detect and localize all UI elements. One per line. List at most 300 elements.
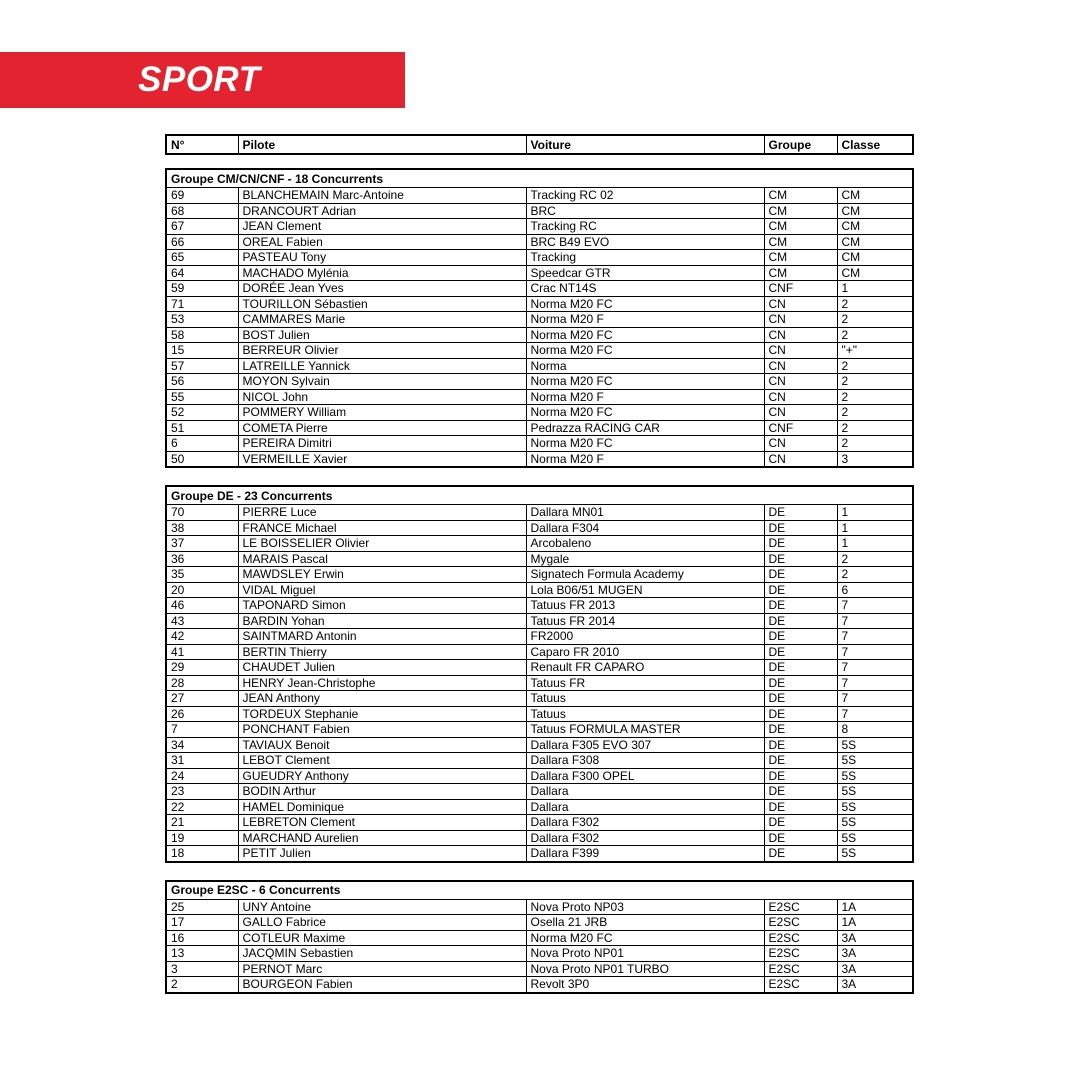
cell-classe: CM — [837, 234, 913, 250]
cell-number: 42 — [166, 629, 238, 645]
cell-groupe: DE — [764, 598, 837, 614]
cell-classe: 2 — [837, 436, 913, 452]
cell-voiture: BRC — [526, 203, 764, 219]
cell-classe: 5S — [837, 815, 913, 831]
table-row — [166, 436, 913, 452]
cell-pilote: LE BOISSELIER Olivier — [238, 536, 526, 552]
cell-groupe: CN — [764, 296, 837, 312]
cell-number: 51 — [166, 420, 238, 436]
cell-classe: 7 — [837, 675, 913, 691]
table-row — [166, 203, 913, 219]
cell-pilote: PETIT Julien — [238, 846, 526, 862]
cell-pilote: MOYON Sylvain — [238, 374, 526, 390]
table-row — [166, 629, 913, 645]
table-row — [166, 644, 913, 660]
cell-number: 36 — [166, 551, 238, 567]
cell-groupe: E2SC — [764, 977, 837, 993]
cell-voiture: Osella 21 JRB — [526, 915, 764, 931]
cell-classe: 8 — [837, 722, 913, 738]
column-header: Voiture — [526, 135, 764, 154]
cell-groupe: DE — [764, 784, 837, 800]
cell-classe: CM — [837, 265, 913, 281]
cell-voiture: Crac NT14S — [526, 281, 764, 297]
cell-classe: 3A — [837, 930, 913, 946]
cell-pilote: VERMEILLE Xavier — [238, 451, 526, 467]
cell-classe: 1 — [837, 281, 913, 297]
cell-number: 69 — [166, 188, 238, 204]
cell-groupe: CN — [764, 374, 837, 390]
cell-voiture: Norma M20 FC — [526, 930, 764, 946]
entry-list — [165, 134, 912, 994]
cell-groupe: DE — [764, 582, 837, 598]
table-row — [166, 691, 913, 707]
cell-classe: 5S — [837, 846, 913, 862]
cell-classe: 3A — [837, 946, 913, 962]
cell-pilote: JEAN Clement — [238, 219, 526, 235]
cell-voiture: Dallara F302 — [526, 815, 764, 831]
group-title: Groupe DE - 23 Concurrents — [166, 486, 913, 505]
cell-classe: 7 — [837, 629, 913, 645]
table-row — [166, 722, 913, 738]
cell-number: 25 — [166, 899, 238, 915]
cell-voiture: Renault FR CAPARO — [526, 660, 764, 676]
cell-classe: 2 — [837, 551, 913, 567]
cell-groupe: DE — [764, 830, 837, 846]
cell-number: 22 — [166, 799, 238, 815]
cell-number: 17 — [166, 915, 238, 931]
cell-number: 34 — [166, 737, 238, 753]
cell-voiture: Norma M20 FC — [526, 436, 764, 452]
cell-number: 43 — [166, 613, 238, 629]
cell-voiture: Mygale — [526, 551, 764, 567]
cell-voiture: Tracking — [526, 250, 764, 266]
cell-pilote: MARAIS Pascal — [238, 551, 526, 567]
cell-groupe: E2SC — [764, 915, 837, 931]
table-row — [166, 961, 913, 977]
cell-pilote: BODIN Arthur — [238, 784, 526, 800]
cell-groupe: E2SC — [764, 930, 837, 946]
cell-voiture: Revolt 3P0 — [526, 977, 764, 993]
cell-groupe: DE — [764, 551, 837, 567]
table-row — [166, 830, 913, 846]
cell-classe: 2 — [837, 358, 913, 374]
cell-pilote: PERNOT Marc — [238, 961, 526, 977]
cell-pilote: TAVIAUX Benoit — [238, 737, 526, 753]
cell-voiture: Norma M20 FC — [526, 343, 764, 359]
group-table — [165, 485, 914, 863]
table-row — [166, 899, 913, 915]
cell-classe: 5S — [837, 753, 913, 769]
cell-pilote: TOURILLON Sébastien — [238, 296, 526, 312]
cell-pilote: GALLO Fabrice — [238, 915, 526, 931]
cell-number: 28 — [166, 675, 238, 691]
cell-number: 41 — [166, 644, 238, 660]
table-row — [166, 250, 913, 266]
table-row — [166, 312, 913, 328]
cell-voiture: Norma — [526, 358, 764, 374]
cell-groupe: E2SC — [764, 946, 837, 962]
cell-number: 19 — [166, 830, 238, 846]
cell-classe: 1 — [837, 536, 913, 552]
cell-voiture: Tatuus FORMULA MASTER — [526, 722, 764, 738]
table-row — [166, 799, 913, 815]
cell-voiture: Dallara F399 — [526, 846, 764, 862]
cell-pilote: PIERRE Luce — [238, 505, 526, 521]
group-title-row — [166, 881, 913, 900]
cell-groupe: DE — [764, 737, 837, 753]
cell-voiture: Norma M20 F — [526, 451, 764, 467]
cell-number: 24 — [166, 768, 238, 784]
cell-groupe: DE — [764, 567, 837, 583]
cell-groupe: CN — [764, 358, 837, 374]
cell-voiture: Norma M20 F — [526, 312, 764, 328]
cell-number: 2 — [166, 977, 238, 993]
cell-classe: 5S — [837, 737, 913, 753]
cell-number: 67 — [166, 219, 238, 235]
cell-voiture: Dallara F304 — [526, 520, 764, 536]
cell-number: 3 — [166, 961, 238, 977]
cell-pilote: SAINTMARD Antonin — [238, 629, 526, 645]
cell-number: 31 — [166, 753, 238, 769]
cell-voiture: BRC B49 EVO — [526, 234, 764, 250]
cell-classe: 3A — [837, 961, 913, 977]
cell-pilote: TORDEUX Stephanie — [238, 706, 526, 722]
cell-voiture: Arcobaleno — [526, 536, 764, 552]
cell-pilote: HENRY Jean-Christophe — [238, 675, 526, 691]
table-row — [166, 420, 913, 436]
cell-groupe: E2SC — [764, 899, 837, 915]
table-row — [166, 737, 913, 753]
cell-number: 66 — [166, 234, 238, 250]
cell-pilote: NICOL John — [238, 389, 526, 405]
cell-groupe: DE — [764, 722, 837, 738]
sport-banner — [0, 52, 405, 108]
table-row — [166, 358, 913, 374]
cell-voiture: Norma M20 FC — [526, 374, 764, 390]
cell-number: 59 — [166, 281, 238, 297]
cell-number: 35 — [166, 567, 238, 583]
cell-number: 13 — [166, 946, 238, 962]
cell-groupe: DE — [764, 675, 837, 691]
table-row — [166, 327, 913, 343]
cell-classe: 7 — [837, 613, 913, 629]
column-header-row — [166, 135, 913, 154]
cell-groupe: CN — [764, 312, 837, 328]
cell-classe: 3 — [837, 451, 913, 467]
cell-voiture: Norma M20 F — [526, 389, 764, 405]
cell-pilote: COMETA Pierre — [238, 420, 526, 436]
cell-number: 71 — [166, 296, 238, 312]
cell-pilote: POMMERY William — [238, 405, 526, 421]
column-header: Groupe — [764, 135, 837, 154]
group-title-row — [166, 169, 913, 188]
cell-voiture: Pedrazza RACING CAR — [526, 420, 764, 436]
column-header: N° — [166, 135, 238, 154]
cell-pilote: VIDAL Miguel — [238, 582, 526, 598]
cell-classe: 7 — [837, 691, 913, 707]
group-table — [165, 168, 914, 468]
cell-voiture: Nova Proto NP01 TURBO — [526, 961, 764, 977]
table-row — [166, 706, 913, 722]
cell-pilote: LEBOT Clement — [238, 753, 526, 769]
cell-classe: 5S — [837, 799, 913, 815]
table-row — [166, 784, 913, 800]
cell-classe: 2 — [837, 405, 913, 421]
table-row — [166, 753, 913, 769]
table-row — [166, 265, 913, 281]
cell-classe: 7 — [837, 644, 913, 660]
cell-voiture: Tracking RC 02 — [526, 188, 764, 204]
cell-voiture: Tatuus FR — [526, 675, 764, 691]
table-row — [166, 188, 913, 204]
cell-classe: CM — [837, 219, 913, 235]
cell-number: 27 — [166, 691, 238, 707]
cell-pilote: OREAL Fabien — [238, 234, 526, 250]
cell-voiture: Dallara F308 — [526, 753, 764, 769]
cell-groupe: DE — [764, 706, 837, 722]
cell-number: 16 — [166, 930, 238, 946]
cell-classe: 1 — [837, 520, 913, 536]
cell-classe: 2 — [837, 389, 913, 405]
cell-pilote: UNY Antoine — [238, 899, 526, 915]
cell-pilote: CAMMARES Marie — [238, 312, 526, 328]
cell-groupe: CM — [764, 203, 837, 219]
cell-classe: CM — [837, 188, 913, 204]
cell-pilote: BOST Julien — [238, 327, 526, 343]
cell-groupe: CN — [764, 405, 837, 421]
cell-voiture: Norma M20 FC — [526, 405, 764, 421]
cell-voiture: Norma M20 FC — [526, 327, 764, 343]
cell-groupe: DE — [764, 520, 837, 536]
cell-voiture: Nova Proto NP01 — [526, 946, 764, 962]
table-row — [166, 915, 913, 931]
sport-banner-label: SPORT — [138, 60, 261, 99]
cell-pilote: MACHADO Mylénia — [238, 265, 526, 281]
cell-number: 20 — [166, 582, 238, 598]
cell-groupe: DE — [764, 505, 837, 521]
groups-container — [165, 168, 912, 994]
cell-groupe: DE — [764, 815, 837, 831]
cell-pilote: LEBRETON Clement — [238, 815, 526, 831]
table-row — [166, 768, 913, 784]
cell-classe: "+" — [837, 343, 913, 359]
cell-voiture: Dallara — [526, 799, 764, 815]
cell-pilote: PASTEAU Tony — [238, 250, 526, 266]
cell-classe: 2 — [837, 296, 913, 312]
cell-groupe: CM — [764, 188, 837, 204]
cell-number: 29 — [166, 660, 238, 676]
table-row — [166, 977, 913, 993]
group-title-row — [166, 486, 913, 505]
cell-groupe: DE — [764, 768, 837, 784]
table-row — [166, 281, 913, 297]
cell-pilote: GUEUDRY Anthony — [238, 768, 526, 784]
table-row — [166, 675, 913, 691]
cell-groupe: DE — [764, 691, 837, 707]
cell-number: 38 — [166, 520, 238, 536]
cell-groupe: CM — [764, 265, 837, 281]
cell-voiture: Caparo FR 2010 — [526, 644, 764, 660]
table-row — [166, 551, 913, 567]
table-row — [166, 234, 913, 250]
cell-groupe: CN — [764, 343, 837, 359]
cell-pilote: CHAUDET Julien — [238, 660, 526, 676]
cell-groupe: CN — [764, 451, 837, 467]
cell-number: 26 — [166, 706, 238, 722]
table-row — [166, 946, 913, 962]
cell-number: 58 — [166, 327, 238, 343]
cell-pilote: JEAN Anthony — [238, 691, 526, 707]
table-row — [166, 613, 913, 629]
cell-classe: 5S — [837, 768, 913, 784]
cell-voiture: Nova Proto NP03 — [526, 899, 764, 915]
cell-groupe: DE — [764, 799, 837, 815]
table-row — [166, 598, 913, 614]
cell-groupe: CM — [764, 250, 837, 266]
cell-voiture: Tatuus FR 2014 — [526, 613, 764, 629]
cell-groupe: DE — [764, 629, 837, 645]
cell-number: 46 — [166, 598, 238, 614]
cell-number: 56 — [166, 374, 238, 390]
table-row — [166, 451, 913, 467]
column-header-table — [165, 134, 914, 155]
cell-pilote: COTLEUR Maxime — [238, 930, 526, 946]
cell-voiture: Speedcar GTR — [526, 265, 764, 281]
cell-pilote: MAWDSLEY Erwin — [238, 567, 526, 583]
cell-groupe: CN — [764, 327, 837, 343]
cell-classe: 7 — [837, 706, 913, 722]
cell-groupe: CM — [764, 219, 837, 235]
table-row — [166, 567, 913, 583]
cell-classe: CM — [837, 250, 913, 266]
cell-voiture: Signatech Formula Academy — [526, 567, 764, 583]
cell-classe: 3A — [837, 977, 913, 993]
cell-pilote: BERREUR Olivier — [238, 343, 526, 359]
cell-groupe: CNF — [764, 420, 837, 436]
cell-voiture: Dallara F300 OPEL — [526, 768, 764, 784]
cell-pilote: PONCHANT Fabien — [238, 722, 526, 738]
cell-classe: 2 — [837, 312, 913, 328]
cell-classe: 2 — [837, 374, 913, 390]
cell-number: 53 — [166, 312, 238, 328]
cell-voiture: Dallara F302 — [526, 830, 764, 846]
cell-voiture: Tracking RC — [526, 219, 764, 235]
cell-number: 50 — [166, 451, 238, 467]
cell-voiture: Tatuus FR 2013 — [526, 598, 764, 614]
cell-classe: 1A — [837, 899, 913, 915]
table-row — [166, 505, 913, 521]
cell-classe: 5S — [837, 830, 913, 846]
cell-groupe: CN — [764, 389, 837, 405]
cell-number: 37 — [166, 536, 238, 552]
cell-number: 18 — [166, 846, 238, 862]
table-row — [166, 219, 913, 235]
cell-number: 6 — [166, 436, 238, 452]
group-table — [165, 880, 914, 994]
cell-voiture: Lola B06/51 MUGEN — [526, 582, 764, 598]
cell-groupe: DE — [764, 613, 837, 629]
group-title: Groupe CM/CN/CNF - 18 Concurrents — [166, 169, 913, 188]
cell-classe: 7 — [837, 660, 913, 676]
cell-groupe: DE — [764, 753, 837, 769]
cell-voiture: FR2000 — [526, 629, 764, 645]
cell-groupe: DE — [764, 660, 837, 676]
column-header: Pilote — [238, 135, 526, 154]
cell-pilote: BARDIN Yohan — [238, 613, 526, 629]
cell-pilote: PEREIRA Dimitri — [238, 436, 526, 452]
cell-number: 68 — [166, 203, 238, 219]
cell-pilote: DRANCOURT Adrian — [238, 203, 526, 219]
cell-pilote: TAPONARD Simon — [238, 598, 526, 614]
cell-voiture: Norma M20 FC — [526, 296, 764, 312]
table-row — [166, 930, 913, 946]
cell-classe: 1A — [837, 915, 913, 931]
cell-voiture: Dallara F305 EVO 307 — [526, 737, 764, 753]
cell-number: 70 — [166, 505, 238, 521]
cell-classe: 7 — [837, 598, 913, 614]
table-row — [166, 536, 913, 552]
cell-number: 57 — [166, 358, 238, 374]
cell-number: 55 — [166, 389, 238, 405]
table-row — [166, 389, 913, 405]
cell-number: 21 — [166, 815, 238, 831]
cell-pilote: JACQMIN Sebastien — [238, 946, 526, 962]
cell-pilote: DORÉE Jean Yves — [238, 281, 526, 297]
cell-classe: 1 — [837, 505, 913, 521]
cell-groupe: CM — [764, 234, 837, 250]
cell-groupe: CNF — [764, 281, 837, 297]
cell-groupe: E2SC — [764, 961, 837, 977]
table-row — [166, 343, 913, 359]
cell-voiture: Tatuus — [526, 691, 764, 707]
cell-groupe: DE — [764, 536, 837, 552]
cell-voiture: Tatuus — [526, 706, 764, 722]
cell-pilote: LATREILLE Yannick — [238, 358, 526, 374]
table-row — [166, 846, 913, 862]
cell-pilote: HAMEL Dominique — [238, 799, 526, 815]
table-row — [166, 405, 913, 421]
cell-voiture: Dallara MN01 — [526, 505, 764, 521]
table-row — [166, 374, 913, 390]
table-row — [166, 296, 913, 312]
cell-classe: CM — [837, 203, 913, 219]
cell-pilote: BOURGEON Fabien — [238, 977, 526, 993]
cell-number: 15 — [166, 343, 238, 359]
cell-number: 64 — [166, 265, 238, 281]
cell-groupe: DE — [764, 846, 837, 862]
cell-pilote: FRANCE Michael — [238, 520, 526, 536]
cell-number: 7 — [166, 722, 238, 738]
cell-classe: 2 — [837, 327, 913, 343]
cell-groupe: CN — [764, 436, 837, 452]
cell-voiture: Dallara — [526, 784, 764, 800]
cell-pilote: BLANCHEMAIN Marc-Antoine — [238, 188, 526, 204]
table-row — [166, 520, 913, 536]
cell-pilote: BERTIN Thierry — [238, 644, 526, 660]
cell-classe: 2 — [837, 420, 913, 436]
cell-pilote: MARCHAND Aurelien — [238, 830, 526, 846]
cell-classe: 5S — [837, 784, 913, 800]
column-header: Classe — [837, 135, 913, 154]
cell-number: 65 — [166, 250, 238, 266]
cell-classe: 2 — [837, 567, 913, 583]
table-row — [166, 582, 913, 598]
group-title: Groupe E2SC - 6 Concurrents — [166, 881, 913, 900]
cell-number: 52 — [166, 405, 238, 421]
cell-groupe: DE — [764, 644, 837, 660]
cell-classe: 6 — [837, 582, 913, 598]
cell-number: 23 — [166, 784, 238, 800]
